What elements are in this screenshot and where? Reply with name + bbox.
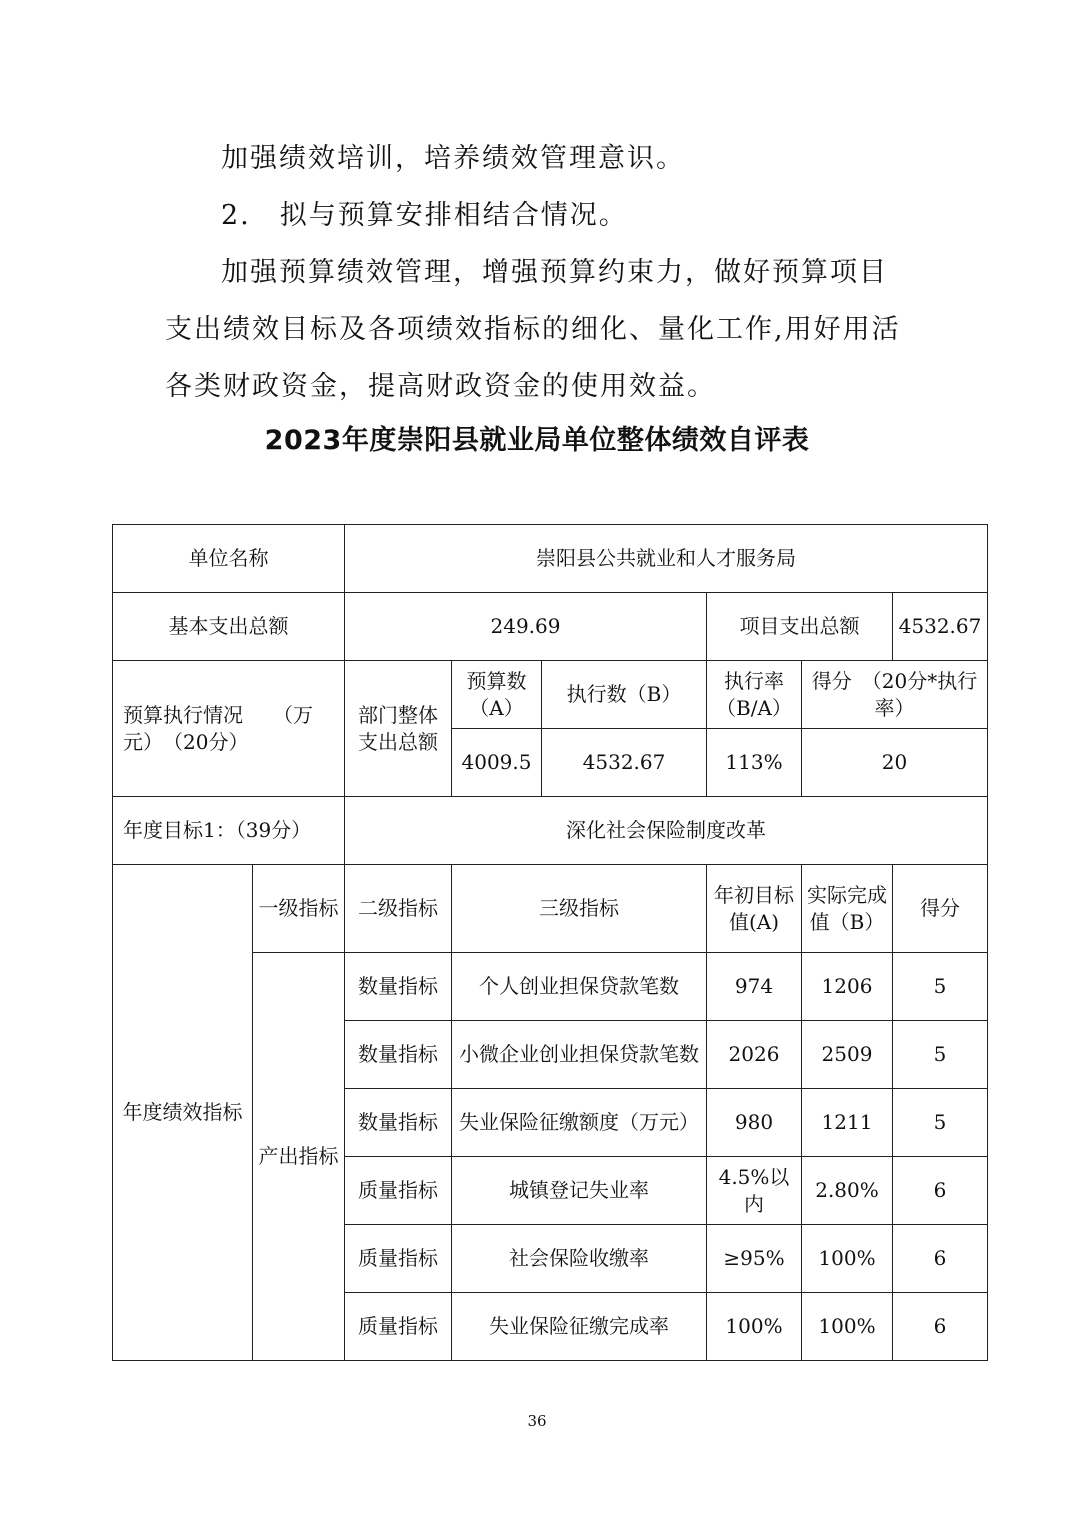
exec-b-value: 4532.67 xyxy=(542,729,707,797)
performance-table xyxy=(112,524,988,1361)
row-actual: 2509 xyxy=(802,1021,893,1089)
score-header: 得分 xyxy=(893,865,988,953)
row-level3: 失业保险征缴额度（万元） xyxy=(452,1089,707,1157)
row-target: 2026 xyxy=(707,1021,802,1089)
row-actual: 2.80% xyxy=(802,1157,893,1225)
row-level2: 数量指标 xyxy=(345,1089,452,1157)
project-expense-label: 项目支出总额 xyxy=(707,593,893,661)
row-target: 980 xyxy=(707,1089,802,1157)
row-target: ≥95% xyxy=(707,1225,802,1293)
row-level3: 社会保险收缴率 xyxy=(452,1225,707,1293)
annual-goal-row xyxy=(113,797,988,865)
row-score: 5 xyxy=(893,1021,988,1089)
unit-name-row xyxy=(113,525,988,593)
budget-execution-label: 预算执行情况 （万元） （20分） xyxy=(113,661,345,797)
exec-b-label: 执行数（B） xyxy=(542,661,707,729)
exec-rate-label: 执行率（B/A） xyxy=(707,661,802,729)
annual-goal-value: 深化社会保险制度改革 xyxy=(345,797,988,865)
basic-expense-value: 249.69 xyxy=(345,593,707,661)
actual-header: 实际完成值（B） xyxy=(802,865,893,953)
level2-header: 二级指标 xyxy=(345,865,452,953)
performance-indicator-label: 年度绩效指标 xyxy=(113,865,253,1361)
row-actual: 1206 xyxy=(802,953,893,1021)
row-level2: 质量指标 xyxy=(345,1157,452,1225)
output-indicator-label: 产出指标 xyxy=(253,953,345,1361)
basic-expense-label: 基本支出总额 xyxy=(113,593,345,661)
unit-name-label: 单位名称 xyxy=(113,525,345,593)
budget-a-value: 4009.5 xyxy=(452,729,542,797)
row-level2: 数量指标 xyxy=(345,1021,452,1089)
paragraph-budget-link-heading: 2. 拟与预算安排相结合情况。 xyxy=(221,200,628,231)
dept-total-label: 部门整体支出总额 xyxy=(345,661,452,797)
row-score: 5 xyxy=(893,953,988,1021)
row-level3: 个人创业担保贷款笔数 xyxy=(452,953,707,1021)
budget-header-row xyxy=(113,661,988,729)
annual-goal-label: 年度目标1：（39分） xyxy=(113,797,345,865)
row-level3: 小微企业创业担保贷款笔数 xyxy=(452,1021,707,1089)
budget-a-label: 预算数（A） xyxy=(452,661,542,729)
level3-header: 三级指标 xyxy=(452,865,707,953)
budget-score-value: 20 xyxy=(802,729,988,797)
row-actual: 1211 xyxy=(802,1089,893,1157)
budget-score-label: 得分 （20分*执行率） xyxy=(802,661,988,729)
row-score: 6 xyxy=(893,1293,988,1361)
exec-rate-value: 113% xyxy=(707,729,802,797)
row-target: 100% xyxy=(707,1293,802,1361)
indicator-header-row xyxy=(113,865,988,953)
row-level2: 质量指标 xyxy=(345,1225,452,1293)
row-score: 5 xyxy=(893,1089,988,1157)
paragraph-training: 加强绩效培训，培养绩效管理意识。 xyxy=(221,143,685,174)
page-number: 36 xyxy=(527,1412,547,1430)
table-title: 2023年度崇阳县就业局单位整体绩效自评表 xyxy=(264,425,810,456)
project-expense-value: 4532.67 xyxy=(893,593,988,661)
row-level3: 失业保险征缴完成率 xyxy=(452,1293,707,1361)
row-level3: 城镇登记失业率 xyxy=(452,1157,707,1225)
row-level2: 质量指标 xyxy=(345,1293,452,1361)
level1-header: 一级指标 xyxy=(253,865,345,953)
row-target: 974 xyxy=(707,953,802,1021)
row-level2: 数量指标 xyxy=(345,953,452,1021)
row-actual: 100% xyxy=(802,1225,893,1293)
row-actual: 100% xyxy=(802,1293,893,1361)
target-header: 年初目标值(A) xyxy=(707,865,802,953)
row-score: 6 xyxy=(893,1157,988,1225)
row-target: 4.5%以内 xyxy=(707,1157,802,1225)
row-score: 6 xyxy=(893,1225,988,1293)
unit-name-value: 崇阳县公共就业和人才服务局 xyxy=(345,525,988,593)
expense-row xyxy=(113,593,988,661)
paragraph-budget-management: 加强预算绩效管理，增强预算约束力，做好预算项目支出绩效目标及各项绩效指标的细化、量化工作,用好用活各类财政资金，提高财政资金的使用效益。 xyxy=(165,257,901,402)
